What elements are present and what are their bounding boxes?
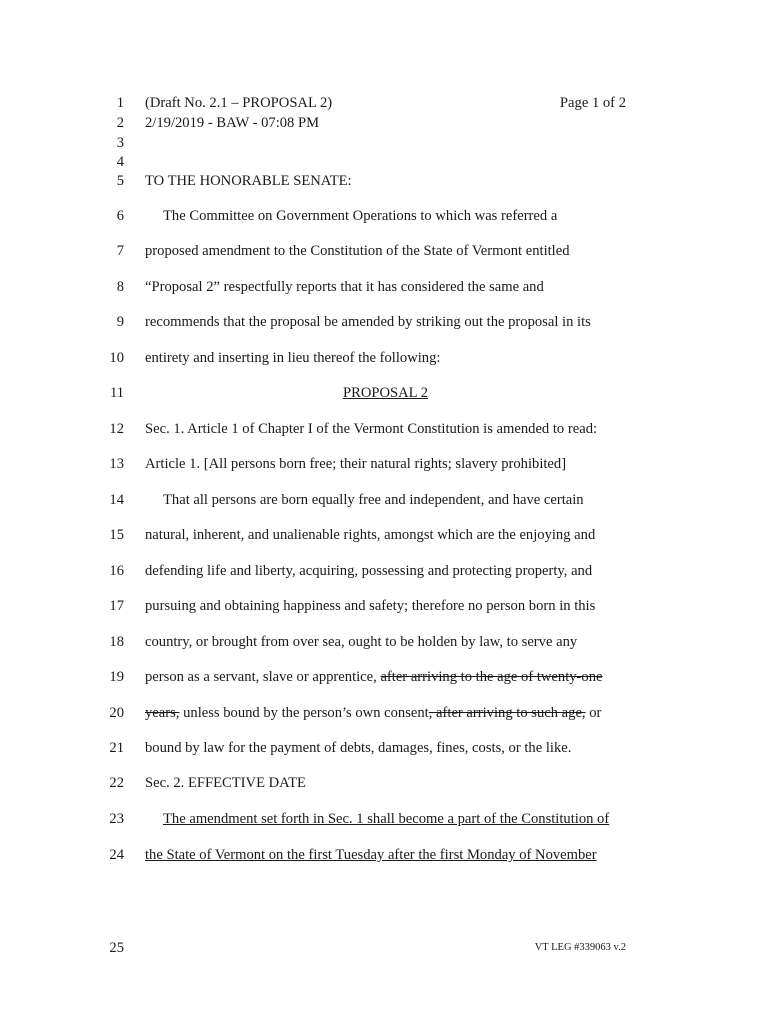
line-13: [0, 453, 770, 475]
body-text-segment: person as a servant, slave or apprentice,: [145, 669, 381, 685]
line-12: [0, 418, 770, 440]
line-24: [0, 844, 770, 866]
line-15: [0, 524, 770, 546]
line-number: 2: [116, 115, 124, 131]
line-21: [0, 737, 770, 759]
line-22: [0, 772, 770, 794]
line-number: 11: [109, 385, 124, 401]
inserted-text: The amendment set forth in Sec. 1 shall become a part of the Constitution of: [163, 811, 610, 827]
line-number: 25: [109, 940, 124, 956]
line-number: 7: [116, 243, 124, 259]
date-line: 2/19/2019 - BAW - 07:08 PM: [145, 115, 320, 131]
line-number: 1: [116, 95, 124, 111]
line-number: 12: [109, 421, 124, 437]
salutation: TO THE HONORABLE SENATE:: [145, 173, 352, 189]
line-23: [0, 808, 770, 830]
body-text: defending life and liberty, acquiring, possessing and protecting property, and: [145, 563, 593, 579]
line-5: [0, 170, 770, 192]
line-number: 23: [109, 811, 124, 827]
line-number: 3: [116, 135, 124, 151]
document-id: VT LEG #339063 v.2: [534, 942, 626, 953]
body-text-segment: unless bound by the person’s own consent: [179, 705, 429, 721]
line-14: [0, 489, 770, 511]
line-11: [0, 382, 770, 404]
struck-text: years,: [145, 705, 180, 721]
line-number: 18: [109, 634, 124, 650]
line-6: [0, 205, 770, 227]
body-text: The Committee on Government Operations to which was referred a: [163, 208, 558, 224]
line-number: 20: [109, 705, 124, 721]
line-number: 13: [109, 456, 124, 472]
body-text-segment: or: [585, 705, 602, 721]
line-number: 22: [109, 775, 124, 791]
body-text: [145, 666, 603, 688]
line-number: 4: [116, 154, 124, 170]
line-number: 16: [109, 563, 124, 579]
struck-text: after arriving to the age of twenty-one: [380, 669, 603, 685]
line-number: 5: [116, 173, 124, 189]
line-9: [0, 311, 770, 333]
body-text: natural, inherent, and unalienable rights, amongst which are the enjoying and: [145, 527, 596, 543]
draft-label: (Draft No. 2.1 – PROPOSAL 2): [145, 95, 333, 111]
line-number: 6: [116, 208, 124, 224]
line-number: 24: [109, 847, 124, 863]
line-20: [0, 702, 770, 724]
proposal-heading: PROPOSAL 2: [342, 385, 429, 401]
line-number: 9: [116, 314, 124, 330]
line-number: 21: [109, 740, 124, 756]
inserted-text: the State of Vermont on the first Tuesday after the first Monday of November: [145, 847, 597, 863]
line-25: [0, 937, 770, 959]
body-text: recommends that the proposal be amended by striking out the proposal in its: [145, 314, 591, 330]
body-text: pursuing and obtaining happiness and safety; therefore no person born in this: [145, 598, 596, 614]
line-18: [0, 631, 770, 653]
line-number: 19: [109, 669, 124, 685]
section-heading: Sec. 2. EFFECTIVE DATE: [145, 775, 306, 791]
page-number: Page 1 of 2: [559, 95, 626, 111]
line-19: [0, 666, 770, 688]
line-7: [0, 240, 770, 262]
line-number: 17: [109, 598, 124, 614]
line-2: [0, 112, 770, 134]
body-text: entirety and inserting in lieu thereof the following:: [145, 350, 441, 366]
line-8: [0, 276, 770, 298]
body-text: “Proposal 2” respectfully reports that it has considered the same and: [145, 279, 544, 295]
line-17: [0, 595, 770, 617]
body-text: [145, 702, 601, 724]
line-number: 10: [109, 350, 124, 366]
body-text: bound by law for the payment of debts, damages, fines, costs, or the like.: [145, 740, 572, 756]
line-10: [0, 347, 770, 369]
body-text: country, or brought from over sea, ought to be holden by law, to serve any: [145, 634, 578, 650]
line-number: 15: [109, 527, 124, 543]
struck-text: , after arriving to such age,: [428, 705, 586, 721]
body-text: That all persons are born equally free and independent, and have certain: [163, 492, 584, 508]
line-16: [0, 560, 770, 582]
article-heading: Article 1. [All persons born free; their natural rights; slavery prohibited]: [145, 456, 567, 472]
line-number: 8: [116, 279, 124, 295]
section-heading: Sec. 1. Article 1 of Chapter I of the Vermont Constitution is amended to read:: [145, 421, 598, 437]
body-text: proposed amendment to the Constitution of the State of Vermont entitled: [145, 243, 570, 259]
line-1: [0, 92, 770, 114]
line-number: 14: [109, 492, 124, 508]
